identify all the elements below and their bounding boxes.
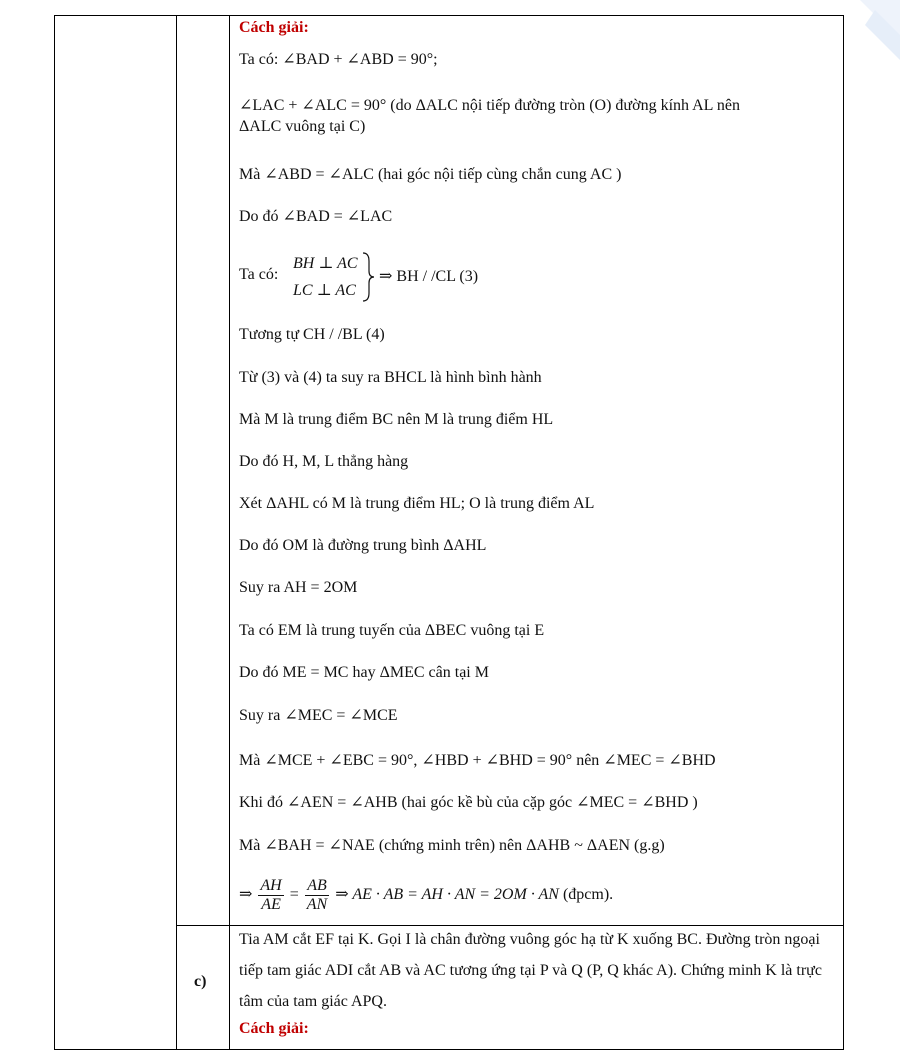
solution-line: Mà ∠BAH = ∠NAE (chứng minh trên) nên ΔAHB ~ ΔAEN (g.g)	[239, 837, 665, 854]
final-equation	[239, 877, 613, 914]
solution-line: Từ (3) và (4) ta suy ra BHCL là hình bình hành	[239, 369, 542, 386]
final-tail: (đpcm).	[562, 886, 614, 904]
fraction-ah-ae	[258, 877, 283, 914]
solution-line: Xét ΔAHL có M là trung điểm HL; O là trung điểm AL	[239, 495, 595, 512]
part-c-label: c)	[194, 973, 207, 990]
table-border-bottom	[54, 1049, 844, 1050]
solution-line: Suy ra ∠MEC = ∠MCE	[239, 707, 398, 724]
solution-line: Khi đó ∠AEN = ∠AHB (hai góc kề bù của cặp góc ∠MEC = ∠BHD )	[239, 794, 698, 811]
perpendicular-system	[239, 251, 639, 303]
solution-line: Ta có: ∠BAD + ∠ABD = 90°;	[239, 51, 438, 68]
solution-table	[54, 15, 844, 1049]
system-eq-1: BH ⊥ AC	[293, 255, 358, 272]
table-border-top	[54, 15, 844, 16]
part-c-problem: Tia AM cắt EF tại K. Gọi I là chân đường vuông góc hạ từ K xuống BC. Đường tròn ngoại tiếp tam giác ADI cắt AB và AC tương ứng tại P và Q (P, Q khác A). Chứng minh K là trực tâm của tam giác APQ.	[239, 931, 822, 1010]
solution-line: Mà ∠ABD = ∠ALC (hai góc nội tiếp cùng chắn cung AC )	[239, 166, 622, 183]
solution-heading: Cách giải:	[239, 19, 309, 36]
table-border-left	[54, 15, 55, 1049]
system-prefix: Ta có:	[239, 266, 279, 283]
fraction-denominator: AN	[306, 896, 328, 913]
solution-line: Tương tự CH / /BL (4)	[239, 326, 385, 343]
solution-line: Ta có EM là trung tuyến của ΔBEC vuông tại E	[239, 622, 545, 639]
solution-line: Do đó OM là đường trung bình ΔAHL	[239, 537, 487, 554]
solution-line: Mà ∠MCE + ∠EBC = 90°, ∠HBD + ∠BHD = 90° nên ∠MEC = ∠BHD	[239, 752, 716, 769]
fraction-denominator: AE	[261, 896, 281, 913]
table-border-right	[843, 15, 844, 1049]
solution-line: Do đó ME = MC hay ΔMEC cân tại M	[239, 664, 489, 681]
solution-line: Suy ra AH = 2OM	[239, 579, 358, 596]
part-c-heading: Cách giải:	[239, 1020, 309, 1037]
system-result: ⇒ BH / /CL (3)	[379, 268, 479, 285]
solution-line: Do đó ∠BAD = ∠LAC	[239, 208, 393, 225]
table-divider-2	[229, 15, 230, 1049]
solution-line: Do đó H, M, L thẳng hàng	[239, 453, 409, 470]
final-equals: =	[289, 886, 299, 904]
final-arrow: ⇒	[239, 886, 253, 904]
solution-line: Mà M là trung điểm BC nên M là trung điểm HL	[239, 411, 554, 428]
solution-line: ΔALC vuông tại C)	[239, 118, 366, 135]
system-eq-2: LC ⊥ AC	[293, 282, 356, 299]
table-divider-1	[176, 15, 177, 1049]
fraction-ab-an	[305, 877, 329, 914]
fraction-numerator: AH	[260, 877, 282, 894]
solution-line: ∠LAC + ∠ALC = 90° (do ΔALC nội tiếp đường tròn (O) đường kính AL nên	[239, 97, 740, 114]
fraction-numerator: AB	[305, 877, 329, 896]
final-rest: ⇒ AE · AB = AH · AN = 2OM · AN	[335, 886, 559, 904]
right-brace-icon	[361, 251, 375, 303]
